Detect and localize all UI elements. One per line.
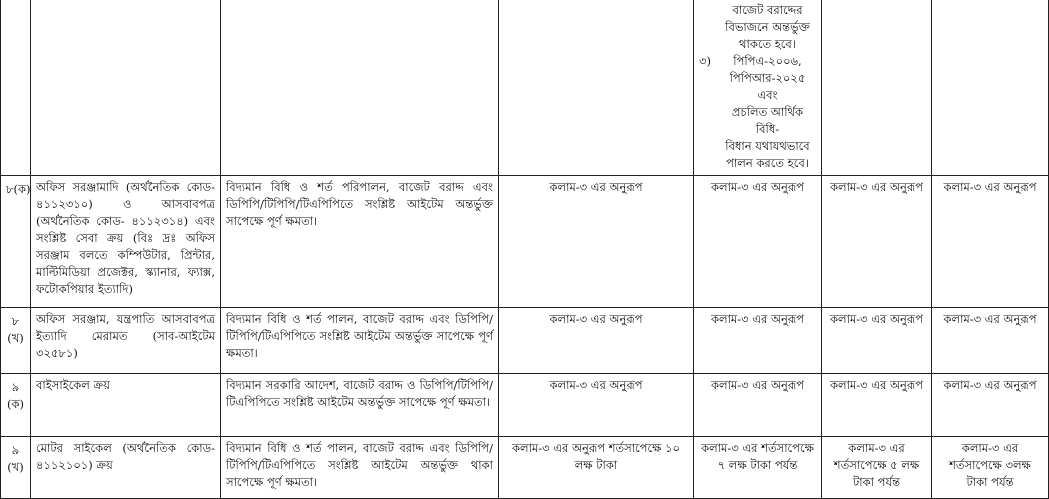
col7-text: কলাম-৩ এর অনুরূপ: [932, 176, 1049, 308]
col4-text: কলাম-৩ এর অনুরূপ শর্তসাপেক্ষে ১০ লক্ষ টাকা: [499, 437, 694, 499]
row-number: ৮(ক): [1, 176, 31, 308]
cell-condition: [221, 0, 499, 176]
row-number: ৮ (খ): [1, 308, 31, 374]
item-description: মোটর সাইকেল (অর্থনৈতিক কোড- ৪১১২১০১) ক্রয়: [31, 437, 221, 499]
table-row-continued: [1, 0, 1049, 176]
cell-col4: [499, 0, 694, 176]
cell-item: [31, 0, 221, 176]
col4-text: কলাম-৩ এর অনুরূপ: [499, 374, 694, 437]
item-description: অফিস সরঞ্জামাদি (অর্থনৈতিক কোড- ৪১১২৩১০) ও আসবাবপত্র (অর্থনৈতিক কোড- ৪১১২৩১৪) এবং সংশ্লিষ্ট সেবা ক্রয় (বিঃ দ্রঃ অফিস সরঞ্জাম বলতে কম্পিউটার, প্রিন্টার, মাল্টিমিডিয়া প্রজেক্টর, স্ক্যানার, ফ্যাক্স, ফটোকপিয়ার ইত্যাদি): [31, 176, 221, 308]
col4-text: কলাম-৩ এর অনুরূপ: [499, 308, 694, 374]
table-row: [1, 374, 1049, 437]
col5-text: কলাম-৩ এর অনুরূপ: [694, 176, 822, 308]
col7-text: কলাম-৩ এর অনুরূপ: [932, 374, 1049, 437]
col7-text: কলাম-৩ এর শর্তসাপেক্ষে ৩লক্ষ টাকা পর্যন্ত: [932, 437, 1049, 499]
col5-text: কলাম-৩ এর শর্তসাপেক্ষে ৭ লক্ষ টাকা পর্যন্ত: [694, 437, 822, 499]
list-text: পিপিএ-২০০৬, পিপিআর-২০২৫ এবং প্রচলিত আর্থিক বিধি- বিধান যথাযথভাবে পালন করতে হবে।: [725, 54, 810, 170]
cell-col5: [694, 0, 822, 176]
col5-text: কলাম-৩ এর অনুরূপ: [694, 374, 822, 437]
col4-text: কলাম-৩ এর অনুরূপ: [499, 176, 694, 308]
col6-text: কলাম-৩ এর অনুরূপ: [822, 374, 932, 437]
condition-text: বিদ্যমান বিধি ও শর্ত পালন, বাজেট বরাদ্দ এবং ডিপিপি/টিপিপি/টিএপিপিতে সংশ্লিষ্ট আইটেম অন্তর্ভুক্ত সাপেক্ষে পূর্ণ ক্ষমতা।: [221, 308, 499, 374]
cell-number: [1, 0, 31, 176]
col7-text: কলাম-৩ এর অনুরূপ: [932, 308, 1049, 374]
list-item: [699, 53, 816, 172]
table-row: [1, 308, 1049, 374]
table-row: [1, 437, 1049, 499]
col5-text: কলাম-৩ এর অনুরূপ: [694, 308, 822, 374]
row-number: ৯ (ক): [1, 374, 31, 437]
col6-text: কলাম-৩ এর অনুরূপ: [822, 176, 932, 308]
list-number: ৩): [699, 54, 711, 68]
table-row: [1, 176, 1049, 308]
condition-text: বিদ্যমান সরকারি আদেশ, বাজেট বরাদ্দ ও ডিপিপি/টিপিপি/টিএপিপিতে সংশ্লিষ্ট আইটেম অন্তর্ভুক্ত সাপেক্ষে পূর্ণ ক্ষমতা।: [221, 374, 499, 437]
condition-list: [699, 2, 816, 172]
col6-text: কলাম-৩ এর শর্তসাপেক্ষে ৫ লক্ষ টাকা পর্যন্ত: [822, 437, 932, 499]
cell-col6: [822, 0, 932, 176]
condition-text: বিদ্যমান বিধি ও শর্ত পরিপালন, বাজেট বরাদ্দ এবং ডিপিপি/টিপিপি/টিএপিপিতে সংশ্লিষ্ট আইটেম অন্তর্ভুক্ত সাপেক্ষে পূর্ণ ক্ষমতা।: [221, 176, 499, 308]
cell-col7: [932, 0, 1049, 176]
condition-text: বিদ্যমান বিধি ও শর্ত পালন, বাজেট বরাদ্দ এবং ডিপিপি/টিপিপি/টিএপিপিতে সংশ্লিষ্ট আইটেম অন্তর্ভুক্ত থাকা সাপেক্ষে পূর্ণ ক্ষমতা।: [221, 437, 499, 499]
row-number: ৯ (খ): [1, 437, 31, 499]
item-description: অফিস সরঞ্জাম, যন্ত্রপাতি আসবাবপত্র ইত্যাদি মেরামত (সাব-আইটেম ৩২৫৮১): [31, 308, 221, 374]
item-description: বাইসাইকেল ক্রয়: [31, 374, 221, 437]
list-item-continued: বাজেট বরাদ্দের বিভাজনে অন্তর্ভুক্ত থাকতে হবে।: [725, 3, 810, 51]
col6-text: কলাম-৩ এর অনুরূপ: [822, 308, 932, 374]
